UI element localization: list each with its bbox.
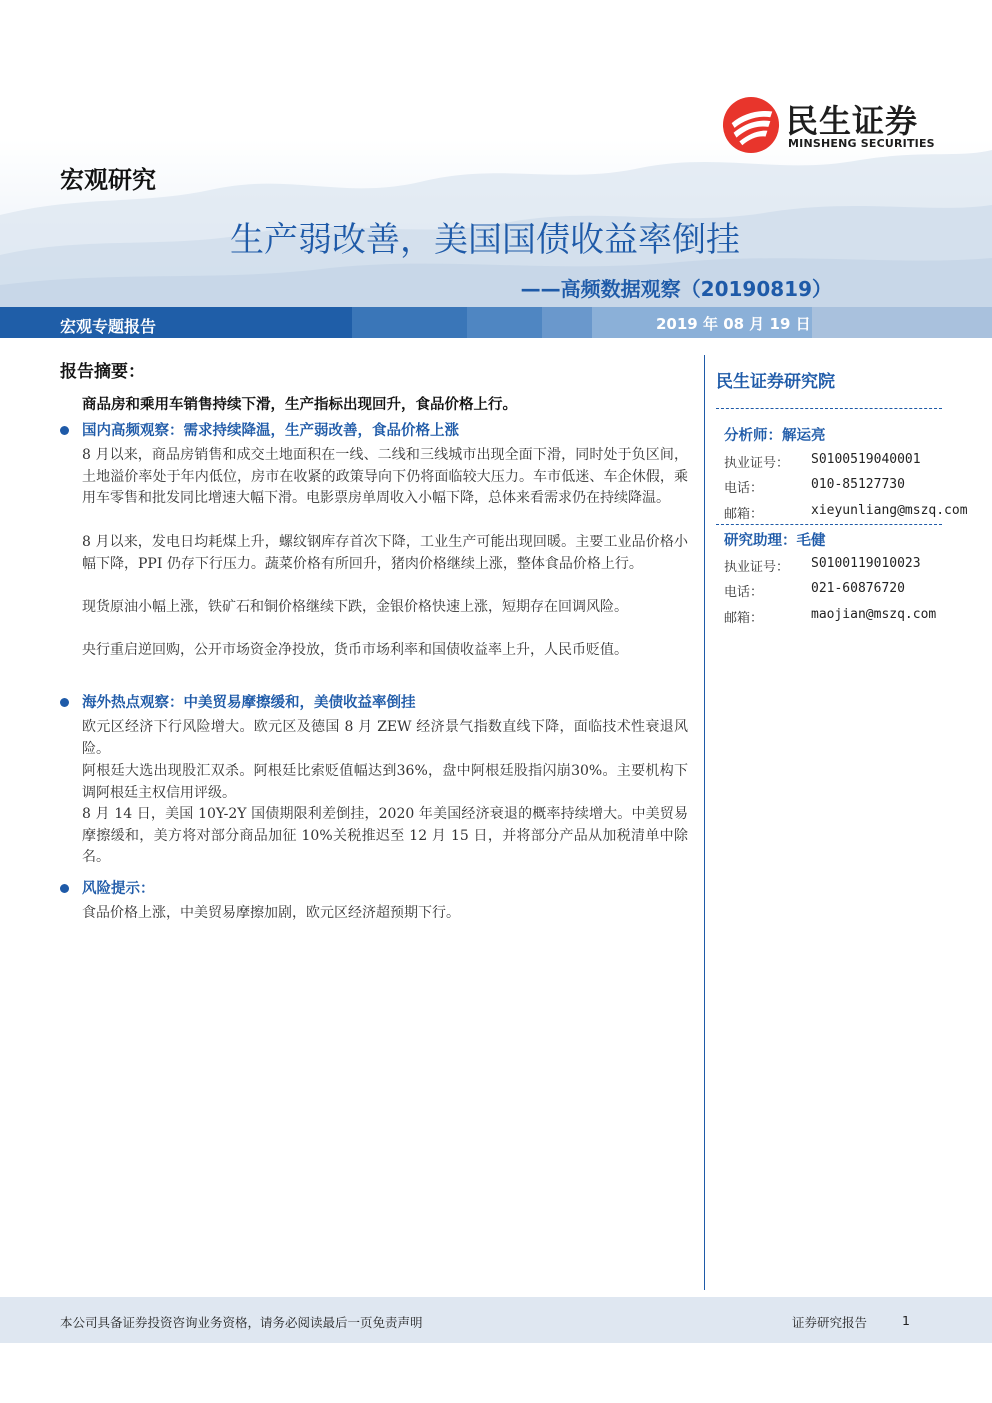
summary-lead: 商品房和乘用车销售持续下滑，生产指标出现回升，食品价格上行。 <box>82 397 517 413</box>
analyst-license: S0100519040001 <box>811 452 921 467</box>
divider <box>716 408 942 409</box>
footer-disclaimer: 本公司具备证券投资咨询业务资格，请务必阅读最后一页免责声明 <box>60 1315 423 1330</box>
institute-name: 民生证券研究院 <box>716 372 835 392</box>
brand-name-en: MINSHENG SECURITIES <box>788 137 935 150</box>
section-title-domestic <box>60 419 459 440</box>
paragraph: 食品价格上涨，中美贸易摩擦加剧，欧元区经济超预期下行。 <box>82 905 460 921</box>
paragraph: 8 月 14 日，美国 10Y-2Y 国债期限利差倒挂，2020 年美国经济衰退的概率持续增大。中美贸易摩擦缓和，美方将对部分商品加征 10%关税推迟至 12 月 15 日，并将部分产品从加税清单中除名。 <box>82 806 688 866</box>
analyst-heading: 分析师：解运亮 <box>724 427 826 444</box>
paragraph: 欧元区经济下行风险增大。欧元区及德国 8 月 ZEW 经济景气指数直线下降，面临技术性衰退风险。 <box>82 719 688 757</box>
report-date: 2019 年 08 月 19 日 <box>656 315 811 333</box>
report-category: 宏观研究 <box>60 166 156 194</box>
section-title-risk <box>60 877 155 898</box>
paragraph: 现货原油小幅上涨，铁矿石和铜价格继续下跌，金银价格快速上涨，短期存在回调风险。 <box>82 599 628 615</box>
report-title: 生产弱改善，美国国债收益率倒挂 <box>230 220 740 260</box>
bullet-dot-icon <box>60 698 69 707</box>
bullet-dot-icon <box>60 884 69 893</box>
section-title-text: 风险提示： <box>82 880 155 897</box>
section-title-overseas <box>60 691 416 712</box>
info-label: 电话： <box>724 481 764 496</box>
paragraph: 8 月以来，商品房销售和成交土地面积在一线、二线和三线城市出现全面下滑，同时处于负区间，土地溢价率处于年内低位，房市在收紧的政策导向下仍将面临较大压力。车市低迷、车企休假，乘用车零售和批发同比增速大幅下滑。电影票房单周收入小幅下降，总体来看需求仍在持续降温。 <box>82 447 688 507</box>
bullet-dot-icon <box>60 426 69 435</box>
section-title-text: 国内高频观察：需求持续降温，生产弱改善，食品价格上涨 <box>82 422 459 439</box>
assistant-license: S0100119010023 <box>811 556 921 571</box>
column-divider <box>704 355 705 1290</box>
analyst-phone: 010-85127730 <box>811 477 905 492</box>
minsheng-logo-icon <box>722 96 780 154</box>
info-label: 邮箱： <box>724 507 764 522</box>
info-label: 执业证号： <box>724 560 790 575</box>
assistant-phone: 021-60876720 <box>811 581 905 596</box>
paragraph: 8 月以来，发电日均耗煤上升，螺纹钢库存首次下降，工业生产可能出现回暖。主要工业品价格小幅下降，PPI 仍存下行压力。蔬菜价格有所回升，猪肉价格继续上涨，整体食品价格上行。 <box>82 534 688 572</box>
assistant-email[interactable]: maojian@mszq.com <box>811 607 937 622</box>
info-label: 执业证号： <box>724 456 790 471</box>
footer-doc-type: 证券研究报告 <box>792 1315 868 1330</box>
analyst-email[interactable]: xieyunliang@mszq.com <box>811 503 968 518</box>
paragraph: 阿根廷大选出现股汇双杀。阿根廷比索贬值幅达到36%，盘中阿根廷股指闪崩30%。主要机构下调阿根廷主权信用评级。 <box>82 763 688 801</box>
paragraph: 央行重启逆回购，公开市场资金净投放，货币市场利率和国债收益率上升，人民币贬值。 <box>82 642 628 658</box>
assistant-heading: 研究助理：毛健 <box>724 532 826 549</box>
report-subtitle: ——高频数据观察（20190819） <box>520 277 832 301</box>
summary-heading: 报告摘要： <box>60 362 145 382</box>
page-number: 1 <box>902 1313 910 1328</box>
report-type: 宏观专题报告 <box>60 317 157 336</box>
divider <box>716 524 942 525</box>
brand-logo <box>722 96 952 156</box>
info-label: 邮箱： <box>724 611 764 626</box>
section-title-text: 海外热点观察：中美贸易摩擦缓和，美债收益率倒挂 <box>82 694 416 711</box>
brand-name-cn: 民生证券 <box>786 102 919 140</box>
info-label: 电话： <box>724 585 764 600</box>
